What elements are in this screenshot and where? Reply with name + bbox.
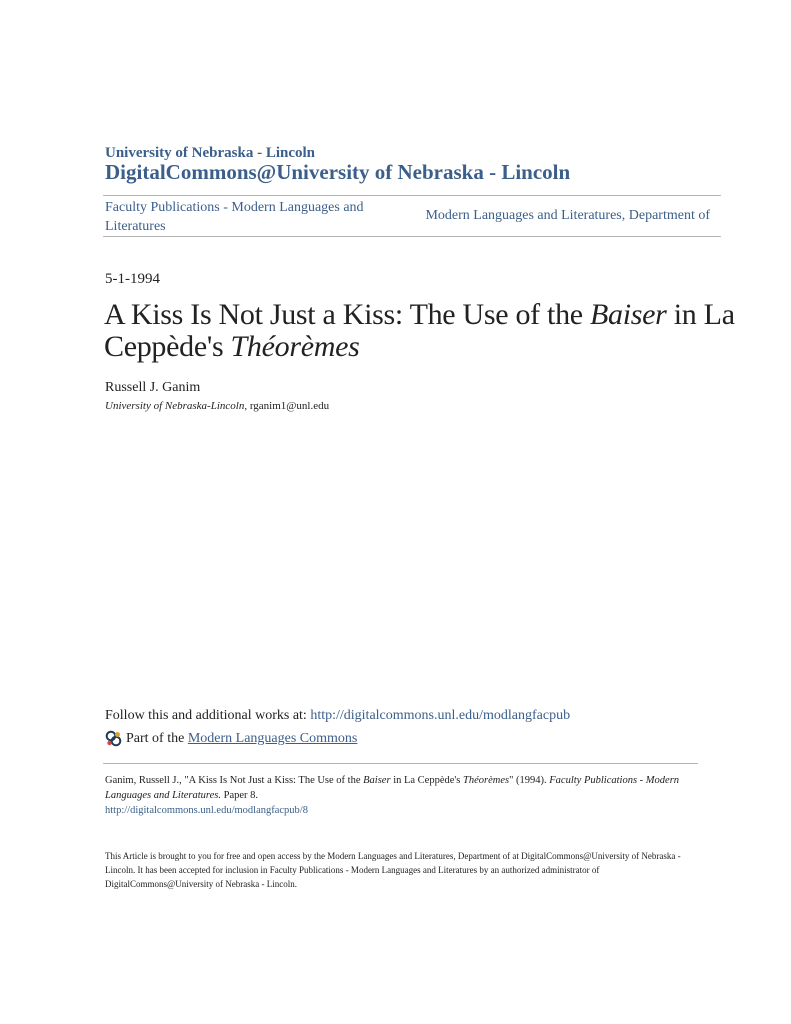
title-text-2: in La Ceppède's (104, 298, 735, 363)
article-title (104, 299, 744, 363)
publication-date: 5-1-1994 (105, 271, 160, 287)
citation-italic-3: Faculty Publications - Modern Languages and Literatures. (105, 775, 680, 801)
repository-link[interactable]: DigitalCommons@University of Nebraska - Lincoln (105, 160, 571, 184)
access-notice: This Article is brought to you for free and open access by the Modern Languages and Literatures, Department of at DigitalCommons@University of Nebraska - Lincoln. It has been accepted for inclusion in Faculty Publications - Modern Languages and Literatures by an authorized administrator of DigitalCommons@University of Nebraska - Lincoln. (105, 851, 681, 889)
citation-text-2: in La Ceppède's (390, 775, 464, 786)
affiliation-name: University of Nebraska-Lincoln (105, 400, 245, 412)
creative-commons-network-icon (105, 730, 123, 748)
series-link[interactable]: Faculty Publications - Modern Languages and Literatures (105, 200, 364, 234)
title-italic-2: Théorèmes (230, 330, 360, 363)
follow-url-link[interactable]: http://digitalcommons.unl.edu/modlangfacpub (310, 708, 571, 723)
part-of-line (105, 730, 357, 748)
recommended-citation (105, 773, 705, 818)
follow-label: Follow this and additional works at: (105, 708, 311, 723)
top-divider (103, 195, 721, 196)
citation-italic-1: Baiser (363, 775, 391, 786)
citation-text-1: Ganim, Russell J., "A Kiss Is Not Just a Kiss: The Use of the (105, 775, 364, 786)
author-affiliation (105, 400, 329, 412)
institution-link[interactable]: University of Nebraska - Lincoln (105, 145, 315, 161)
citation-text-4: Paper 8. (221, 790, 259, 801)
citation-url-link[interactable]: http://digitalcommons.unl.edu/modlangfacpub/8 (105, 805, 308, 816)
title-text-1: A Kiss Is Not Just a Kiss: The Use of the (104, 298, 591, 331)
affiliation-email: , rganim1@unl.edu (244, 400, 330, 412)
citation-italic-2: Théorèmes (463, 775, 510, 786)
citation-divider (103, 763, 698, 764)
follow-line (105, 708, 570, 724)
title-italic-1: Baiser (590, 298, 667, 331)
part-of-label: Part of the (126, 731, 185, 746)
author-name: Russell J. Ganim (105, 380, 201, 395)
department-link[interactable]: Modern Languages and Literatures, Department of (425, 208, 710, 223)
commons-link[interactable]: Modern Languages Commons (187, 731, 358, 746)
bottom-divider (103, 236, 721, 237)
citation-text-3: " (1994). (509, 775, 550, 786)
